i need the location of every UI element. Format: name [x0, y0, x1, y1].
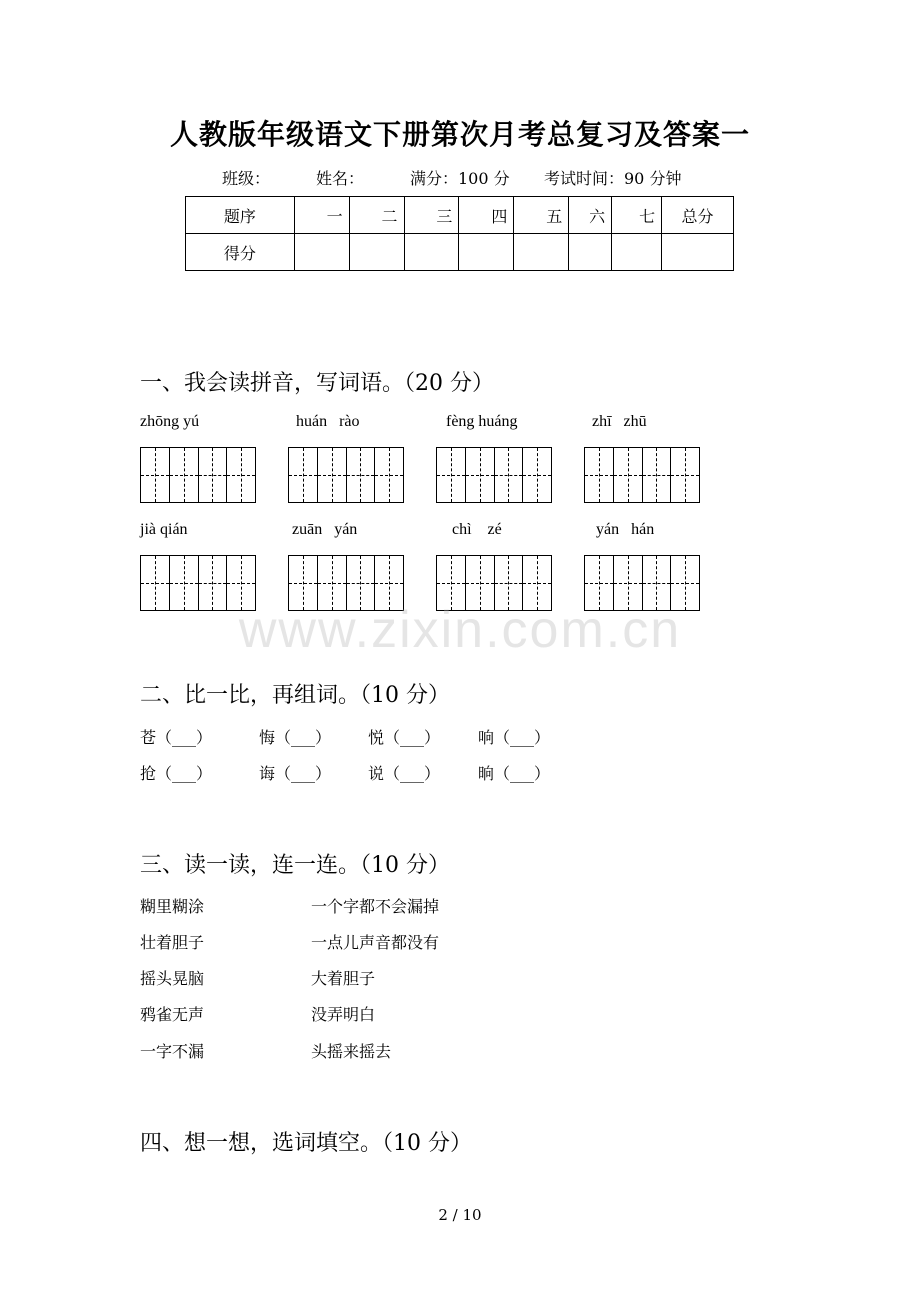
score-input-cell[interactable]	[612, 234, 662, 271]
match-left-item[interactable]: 壮着胆子	[140, 933, 205, 952]
compare-word-item[interactable]: 悦（___）	[368, 728, 441, 747]
pinyin-label: jià qián	[140, 521, 188, 538]
score-table-score-row	[186, 234, 734, 271]
match-left-item[interactable]: 鸦雀无声	[140, 1005, 205, 1024]
score-table-header-row	[186, 197, 734, 234]
score-cell: 三	[404, 197, 459, 234]
score-input-cell[interactable]	[514, 234, 569, 271]
score-cell: 六	[569, 197, 612, 234]
pinyin-label: zuān yán	[292, 521, 358, 538]
score-input-cell[interactable]	[404, 234, 459, 271]
match-right-item[interactable]: 头摇来摇去	[311, 1042, 392, 1061]
match-left-item[interactable]: 一字不漏	[140, 1042, 205, 1061]
pinyin-label: chì zé	[452, 521, 502, 538]
page-number: 2 / 10	[438, 1206, 482, 1224]
writing-grid[interactable]	[288, 447, 404, 503]
compare-word-item[interactable]: 晌（___）	[478, 764, 551, 783]
writing-grid[interactable]	[140, 447, 256, 503]
pinyin-label: zhōng yú	[140, 413, 200, 430]
score-cell: 题序	[186, 197, 295, 234]
pinyin-label: huán rào	[296, 413, 360, 430]
match-right-item[interactable]: 一个字都不会漏掉	[311, 897, 440, 916]
match-right-item[interactable]: 一点儿声音都没有	[311, 933, 440, 952]
section2-heading: 二、比一比，再组词。（10 分）	[140, 683, 450, 708]
score-input-cell[interactable]	[349, 234, 404, 271]
score-cell: 四	[459, 197, 514, 234]
compare-word-item[interactable]: 苍（___）	[140, 728, 213, 747]
compare-word-item[interactable]: 说（___）	[368, 764, 441, 783]
pinyin-label: zhī zhū	[592, 413, 647, 430]
section4-heading: 四、想一想，选词填空。（10 分）	[140, 1131, 472, 1156]
writing-grid[interactable]	[436, 447, 552, 503]
score-cell: 七	[612, 197, 662, 234]
match-left-item[interactable]: 糊里糊涂	[140, 897, 205, 916]
score-input-cell[interactable]	[294, 234, 349, 271]
section1-heading: 一、我会读拼音，写词语。（20 分）	[140, 371, 494, 396]
compare-word-item[interactable]: 抢（___）	[140, 764, 213, 783]
score-cell: 总分	[662, 197, 734, 234]
document-title: 人教版年级语文下册第次月考总复习及答案一	[169, 118, 750, 151]
match-right-item[interactable]: 大着胆子	[311, 969, 376, 988]
score-input-cell[interactable]	[569, 234, 612, 271]
score-cell: 二	[349, 197, 404, 234]
exam-time: 考试时间：90 分钟	[544, 169, 682, 188]
section3-heading: 三、读一读，连一连。（10 分）	[140, 853, 450, 878]
score-input-cell[interactable]	[662, 234, 734, 271]
writing-grid[interactable]	[584, 447, 700, 503]
full-score: 满分：100 分	[410, 169, 510, 188]
pinyin-label: fèng huáng	[446, 413, 518, 430]
score-table	[185, 196, 734, 271]
match-left-item[interactable]: 摇头晃脑	[140, 969, 205, 988]
compare-word-item[interactable]: 诲（___）	[259, 764, 332, 783]
score-input-cell[interactable]	[459, 234, 514, 271]
match-right-item[interactable]: 没弄明白	[311, 1005, 376, 1024]
compare-word-item[interactable]: 悔（___）	[259, 728, 332, 747]
name-label: 姓名：	[316, 169, 365, 188]
score-cell: 一	[294, 197, 349, 234]
pinyin-label: yán hán	[596, 521, 655, 538]
score-cell: 得分	[186, 234, 295, 271]
score-cell: 五	[514, 197, 569, 234]
compare-word-item[interactable]: 响（___）	[478, 728, 551, 747]
class-label: 班级：	[222, 169, 271, 188]
watermark: www.zixin.com.cn	[238, 601, 682, 659]
